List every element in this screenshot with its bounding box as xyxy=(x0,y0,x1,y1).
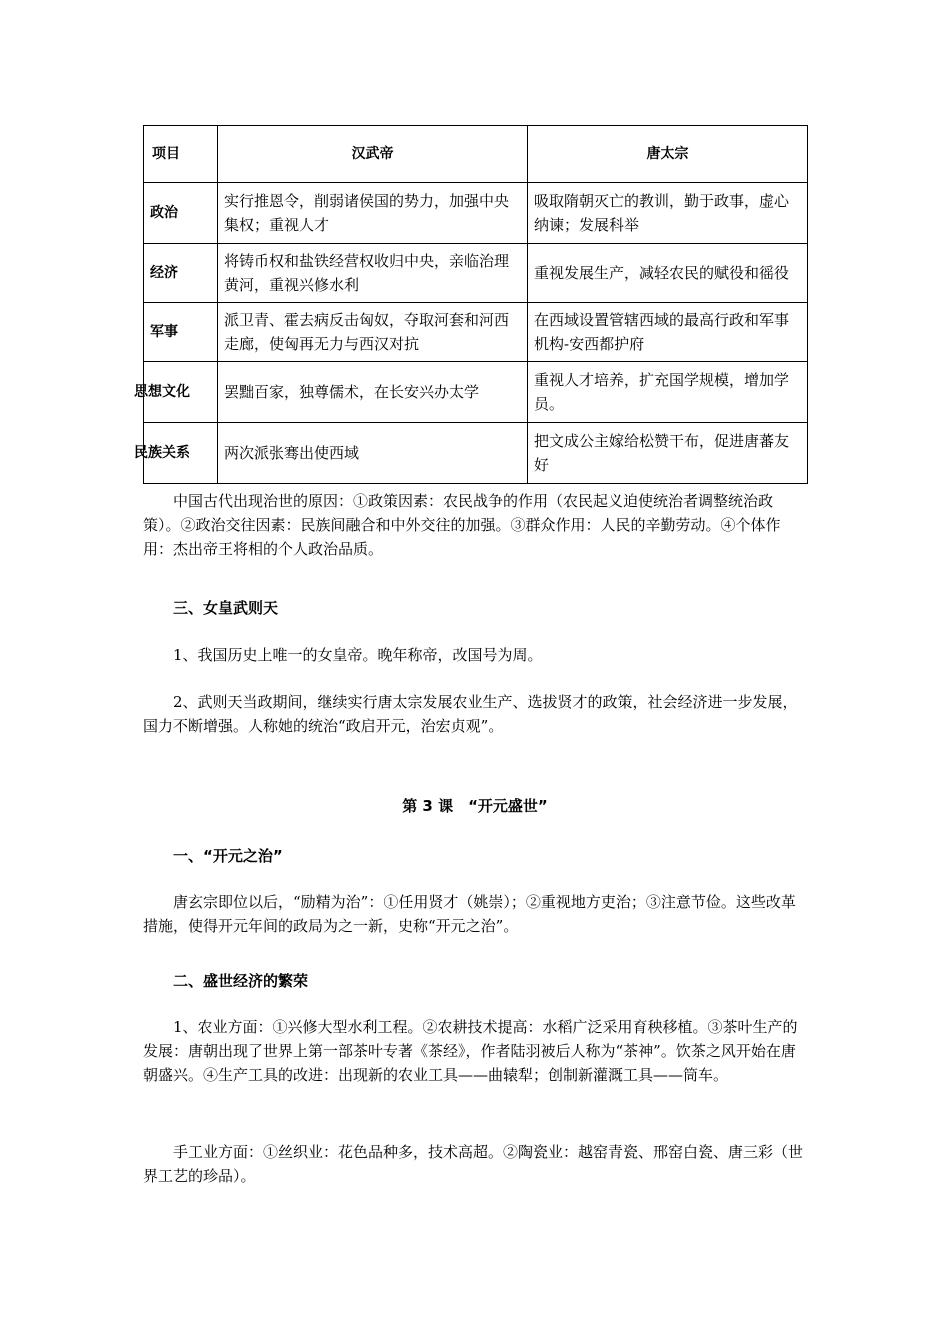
row-label-culture-text: 思想文化 xyxy=(134,384,190,400)
paragraph-agriculture: 1、农业方面：①兴修大型水利工程。②农耕技术提高：水稻广泛采用育秧移植。③茶叶生产的发展：唐朝出现了世界上第一部茶叶专著《茶经》，作者陆羽被后人称为“茶神”。饮茶之风开始在唐朝盛兴。④生产工具的改进：出现新的农业工具——曲辕犁；创制新灌溉工具——筒车。 xyxy=(143,1018,798,1084)
cell-han-culture: 罢黜百家，独尊儒术，在长安兴办太学 xyxy=(218,362,528,423)
table-row xyxy=(144,423,808,484)
row-label-military: 军事 xyxy=(144,303,218,362)
table-row xyxy=(144,303,808,362)
cell-han-military: 派卫青、霍去病反击匈奴，夺取河套和河西走廊，使匈再无力与西汉对抗 xyxy=(218,303,528,362)
paragraph-kaiyuan: 唐玄宗即位以后，“励精为治”：①任用贤才（姚崇）；②重视地方吏治；③注意节俭。这些改革措施，使得开元年间的政局为之一新，史称“开元之治”。 xyxy=(143,893,796,935)
cell-han-politics: 实行推恩令，削弱诸侯国的势力，加强中央集权；重视人才 xyxy=(218,183,528,244)
paragraph-reasons: 中国古代出现治世的原因：①政策因素：农民战争的作用（农民起义迫使统治者调整统治政策）。②政治交往因素：民族间融合和中外交往的加强。③群众作用：人民的辛勤劳动。④个体作用：杰出帝王将相的个人政治品质。 xyxy=(143,492,781,558)
header-item: 项目 xyxy=(144,126,218,183)
paragraph-wu-2: 2、武则天当政期间，继续实行唐太宗发展农业生产、选拔贤才的政策，社会经济进一步发展，国力不断增强。人称她的统治“政启开元，治宏贞观”。 xyxy=(143,693,798,735)
cell-tang-economy: 重视发展生产，减轻农民的赋役和徭役 xyxy=(528,244,808,303)
cell-tang-ethnic: 把文成公主嫁给松赞干布，促进唐蕃友好 xyxy=(528,423,808,484)
header-tang-taizong: 唐太宗 xyxy=(528,126,808,183)
section-heading-wuzetian: 三、女皇武则天 xyxy=(173,599,279,617)
paragraph-wu-1: 1、我国历史上唯一的女皇帝。晚年称帝，改国号为周。 xyxy=(173,646,543,664)
section-heading-kaiyuan: 一、“开元之治” xyxy=(173,847,283,865)
table-row xyxy=(144,362,808,423)
cell-tang-military: 在西域设置管辖西域的最高行政和军事机构-安西都护府 xyxy=(528,303,808,362)
cell-han-ethnic: 两次派张骞出使西域 xyxy=(218,423,528,484)
row-label-politics: 政治 xyxy=(144,183,218,244)
row-label-ethnic xyxy=(134,423,218,484)
row-label-ethnic-text: 民族关系 xyxy=(134,445,190,461)
paragraph-handicraft: 手工业方面：①丝织业：花色品种多，技术高超。②陶瓷业：越窑青瓷、邢窑白瓷、唐三彩（世界工艺的珍品）。 xyxy=(143,1143,804,1185)
table-row xyxy=(144,244,808,303)
row-label-culture xyxy=(134,362,218,423)
row-label-economy: 经济 xyxy=(144,244,218,303)
table-row xyxy=(144,183,808,244)
cell-tang-culture: 重视人才培养，扩充国学规模，增加学员。 xyxy=(528,362,808,423)
section-heading-economy: 二、盛世经济的繁荣 xyxy=(173,972,309,990)
header-han-wudi: 汉武帝 xyxy=(218,126,528,183)
lesson-title: 第 3 课 “开元盛世” xyxy=(402,797,548,815)
comparison-table xyxy=(134,125,808,484)
cell-han-economy: 将铸币权和盐铁经营权收归中央，亲临治理黄河，重视兴修水利 xyxy=(218,244,528,303)
cell-tang-politics: 吸取隋朝灭亡的教训，勤于政事，虚心纳谏；发展科举 xyxy=(528,183,808,244)
table-header-row xyxy=(144,126,808,183)
